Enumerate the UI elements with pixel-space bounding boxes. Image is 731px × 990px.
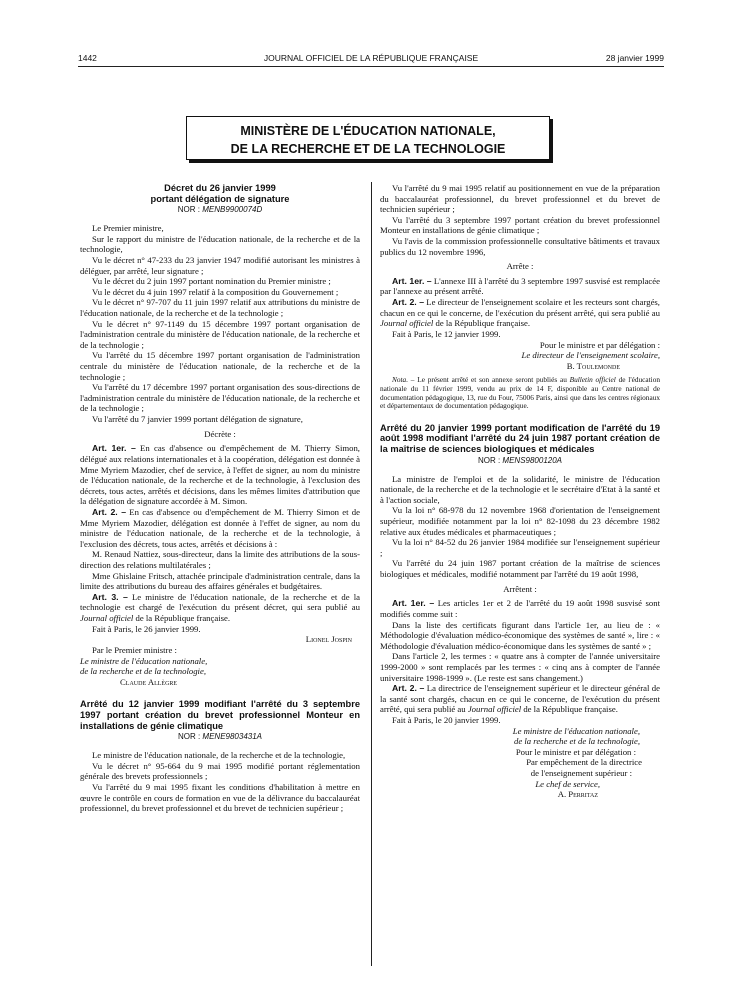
nor-label: NOR : [477, 455, 503, 465]
done-at: Fait à Paris, le 26 janvier 1999. [92, 623, 201, 634]
paragraph: M. Renaud Nattiez, sous-directeur, dans la limite des attributions de la sous-direction des relations multilatérales ; [80, 549, 360, 571]
article-text: Les articles 1er et 2 de l'arrêté du 19 août 1998 susvisé sont modifiés comme suit : [380, 598, 660, 619]
article-text: En cas d'absence ou d'empêchement de M. Thierry Simon et de Mme Myriem Mazodier, délégation est donnée à l'effet de signer, au nom du ministre de l'éducation nationale, de la recherche et de la technologie, à l'exclusion des décrets, tous actes, arrêtés et décisions à : [80, 506, 360, 549]
article-3 [80, 592, 360, 624]
journal-ref: Journal officiel [380, 318, 434, 329]
paragraph: Vu le décret n° 97-707 du 11 juin 1997 relatif aux attributions du ministre de l'éducation nationale, de la recherche et de la technologie ; [80, 297, 360, 318]
paragraph: Vu le décret du 2 juin 1997 portant nomination du Premier ministre ; [92, 276, 331, 287]
paragraph: Vu l'arrêté du 9 mai 1995 relatif au positionnement en vue de la préparation du baccalauréat professionnel, du brevet professionnel et du brevet de technicien supérieur ; [380, 183, 660, 215]
note-label: Nota. [392, 375, 409, 385]
arrete-title: Arrêté du 12 janvier 1999 modifiant l'arrêté du 3 septembre 1997 portant création du brevet professionnel Monteur en installations de génie climatique [80, 699, 360, 731]
article-text: Le ministre de l'éducation nationale, de la recherche et de la technologie est chargé de l'exécution du présent décret, qui sera publié au [80, 591, 360, 613]
nor-label: NOR : [177, 205, 203, 215]
article-1 [80, 443, 360, 507]
article-text: La directrice de l'enseignement supérieur et le directeur général de la santé sont chargés, chacun en ce qui le concerne, de l'exécution du présent arrêté, qui sera publié au [380, 683, 660, 715]
paragraph: Vu l'arrêté du 17 décembre 1997 portant organisation des sous-directions de l'administration centrale du ministère de l'éducation nationale, de la recherche et de la technologie ; [80, 382, 360, 414]
paragraph: La ministre de l'emploi et de la solidarité, le ministre de l'éducation nationale, de la recherche et de la technologie et le secrétaire d'Etat à la santé et à l'action sociale, [380, 473, 660, 505]
article-label: Art. 2. – [392, 297, 425, 308]
paragraph: Vu le décret n° 47-233 du 23 janvier 1947 modifié autorisant les ministres à déléguer, par arrêté, leur signature ; [80, 254, 360, 276]
prevented: Par empêchement de la directrice [526, 757, 642, 768]
decree-subtitle: portant délégation de signature [150, 193, 290, 204]
paragraph: Mme Ghislaine Fritsch, attachée principale d'administration centrale, dans la limite des attributions du bureau des affaires générales et budgétaires. [80, 570, 360, 592]
article-text: L'annexe III à l'arrêté du 3 septembre 1997 susvisé est remplacée par l'annexe au présent arrêté. [380, 275, 660, 297]
column-divider [371, 182, 372, 966]
paragraph: Vu l'arrêté du 3 septembre 1997 portant création du brevet professionnel Monteur en installations de génie climatique ; [380, 214, 660, 236]
header-rule [78, 66, 664, 67]
page-header [78, 53, 664, 67]
article-2 [80, 507, 360, 549]
for-minister: Pour le ministre et par délégation : [515, 746, 636, 757]
ministry-box [186, 116, 550, 160]
article-label: Art. 1er. – [392, 598, 435, 609]
article-text: de la République française. [133, 613, 231, 624]
paragraph: Vu la loi n° 68-978 du 12 novembre 1968 d'orientation de l'enseignement supérieur, modifiée notamment par la loi n° 82-1098 du 23 décembre 1982 relative aux études médicales et pharmaceutiques ; [380, 505, 660, 537]
paragraph: Dans la liste des certificats figurant dans l'article 1er, au lieu de : « Méthodologie d'évaluation médico-économique des systèmes de santé », lire : « Méthodologie d'évaluation médico-économique dans les systèmes de santé » ; [380, 619, 660, 651]
journal-ref: Journal officiel [80, 613, 134, 624]
issue-date: 28 janvier 1999 [605, 53, 664, 63]
ministry-line1: MINISTÈRE DE L'ÉDUCATION NATIONALE, [240, 124, 496, 138]
journal-ref: Journal officiel [467, 704, 522, 715]
article-label: Art. 3. – [92, 591, 128, 602]
signature: Claude Allègre [120, 676, 178, 687]
director-title: Le directeur de l'enseignement scolaire, [521, 350, 660, 361]
bulletin-ref: Bulletin officiel [569, 375, 616, 385]
journal-title: JOURNAL OFFICIEL DE LA RÉPUBLIQUE FRANÇAISE [263, 53, 479, 63]
article-1 [380, 598, 660, 619]
nor-code: MENS9800120A [502, 455, 563, 465]
chief-title: Le chef de service, [535, 778, 600, 789]
paragraph: Le ministre de l'éducation nationale, de la recherche et de la technologie, [92, 750, 346, 761]
arrete-nor [380, 456, 660, 466]
paragraph: Vu l'arrêté du 9 mai 1995 fixant les conditions d'habilitation à mettre en œuvre le contrôle en cours de formation en vue de la délivrance du baccalauréat professionnel, du brevet professionnel et du brevet de technicien supérieur ; [80, 781, 360, 814]
nor-code: MENE9803431A [202, 732, 263, 742]
article-label: Art. 2. – [392, 683, 425, 694]
article-label: Art. 1er. – [392, 275, 432, 286]
minister-title: de la recherche et de la technologie, [80, 666, 206, 677]
arrete-title: Arrêté du 20 janvier 1999 portant modification de l'arrêté du 19 août 1998 modifiant l'arrêté du 24 juin 1987 portant création de la maîtrise de sciences biologiques et médicales [380, 422, 660, 455]
minister-title: Le ministre de l'éducation nationale, [512, 725, 640, 736]
paragraph: Le Premier ministre, [92, 223, 164, 234]
done-at: Fait à Paris, le 20 janvier 1999. [392, 715, 501, 726]
paragraph: Vu la loi n° 84-52 du 26 janvier 1984 modifiée sur l'enseignement supérieur ; [380, 537, 660, 558]
page-number: 1442 [78, 53, 97, 63]
paragraph: Vu l'arrêté du 7 janvier 1999 portant délégation de signature, [92, 414, 303, 425]
article-label: Art. 2. – [92, 506, 127, 517]
article-1 [380, 276, 660, 297]
paragraph: Vu l'arrêté du 24 juin 1987 portant création de la maîtrise de sciences biologiques et médicales, modifié notamment par l'arrêté du 19 août 1998, [380, 558, 660, 580]
done-at: Fait à Paris, le 12 janvier 1999. [392, 328, 501, 339]
nor-code: MENB9900074D [202, 205, 263, 215]
minister-title: de la recherche et de la technologie, [514, 736, 640, 747]
article-label: Art. 1er. – [92, 443, 136, 454]
note-text: de l'éducation nationale du 11 février 1999, vendu au prix de 14 F, disponible au Centre national de documentation pédagogique, 13, rue du Four, 75006 Paris, ainsi que dans les centres régionaux et départementaux de documentation pédagogique. [380, 375, 660, 411]
paragraph: Vu le décret n° 97-1149 du 15 décembre 1997 portant organisation de l'administration centrale du ministère de l'éducation nationale, de la recherche et de la technologie ; [80, 318, 360, 350]
article-text: Le directeur de l'enseignement scolaire et les recteurs sont chargés, chacun en ce qui le concerne, de l'exécution du présent arrêté, qui sera publié au [380, 297, 660, 318]
paragraph: Vu l'arrêté du 15 décembre 1997 portant organisation de l'administration centrale du ministère de l'éducation nationale, de la recherche et de la technologie ; [80, 350, 360, 382]
nor-label: NOR : [177, 732, 203, 742]
article-2 [380, 297, 660, 329]
signature: B. Toulemonde [566, 360, 620, 371]
minister-title: Le ministre de l'éducation nationale, [80, 655, 208, 666]
paragraph: Sur le rapport du ministre de l'éducation nationale, de la recherche et de la technologie, [80, 233, 360, 255]
article-text: En cas d'absence ou d'empêchement de M. Thierry Simon, délégué aux relations internationales et à la coopération, délégation est donnée à Mme Myriem Mazodier, chef de service, à l'effet de signer, au nom du ministre de l'éducation nationale, de la recherche et de la technologie, à l'exclusion des décrets, tous actes, arrêtés et décisions, dans les mêmes limites d'attribution que la délégation de signature accordée à M. Simon. [80, 443, 360, 507]
right-column [380, 183, 660, 800]
article-text: de la République française. [433, 318, 531, 329]
article-2 [380, 683, 660, 715]
article-text: de la République française. [521, 704, 618, 715]
for-minister: Pour le ministre et par délégation : [539, 339, 660, 350]
signature: A. Perritaz [557, 789, 598, 800]
paragraph: Vu le décret du 4 juin 1997 relatif à la composition du Gouvernement ; [92, 286, 339, 297]
decree-title: Décret du 26 janvier 1999 [164, 183, 276, 193]
left-column [80, 183, 360, 814]
decree-nor [80, 205, 360, 215]
arrete-nor [80, 732, 360, 742]
paragraph: Dans l'article 2, les termes : « quatre ans à compter de l'année universitaire 1999-2000 » sont remplacés par les termes : « cinq ans à compter de l'année universitaire 1998-1999 ». (Le reste est sans changement.) [380, 651, 660, 683]
paragraph: Vu l'avis de la commission professionnelle consultative bâtiments et travaux publics du 12 novembre 1996, [380, 236, 660, 257]
by-pm: Par le Premier ministre : [92, 644, 177, 655]
ministry-line2: DE LA RECHERCHE ET DE LA TECHNOLOGIE [230, 142, 506, 156]
arretent-heading: Arrêtent : [503, 583, 537, 594]
note-text: – Le présent arrêté et son annexe seront publiés au [408, 375, 570, 385]
signature: Lionel Jospin [305, 634, 352, 645]
nota-note [380, 376, 660, 410]
decrete-heading: Décrète : [204, 428, 236, 439]
arrete-heading: Arrête : [506, 261, 534, 272]
prevented: de l'enseignement supérieur : [530, 768, 632, 779]
paragraph: Vu le décret n° 95-664 du 9 mai 1995 modifié portant réglementation générale des brevets professionnels ; [80, 760, 360, 782]
